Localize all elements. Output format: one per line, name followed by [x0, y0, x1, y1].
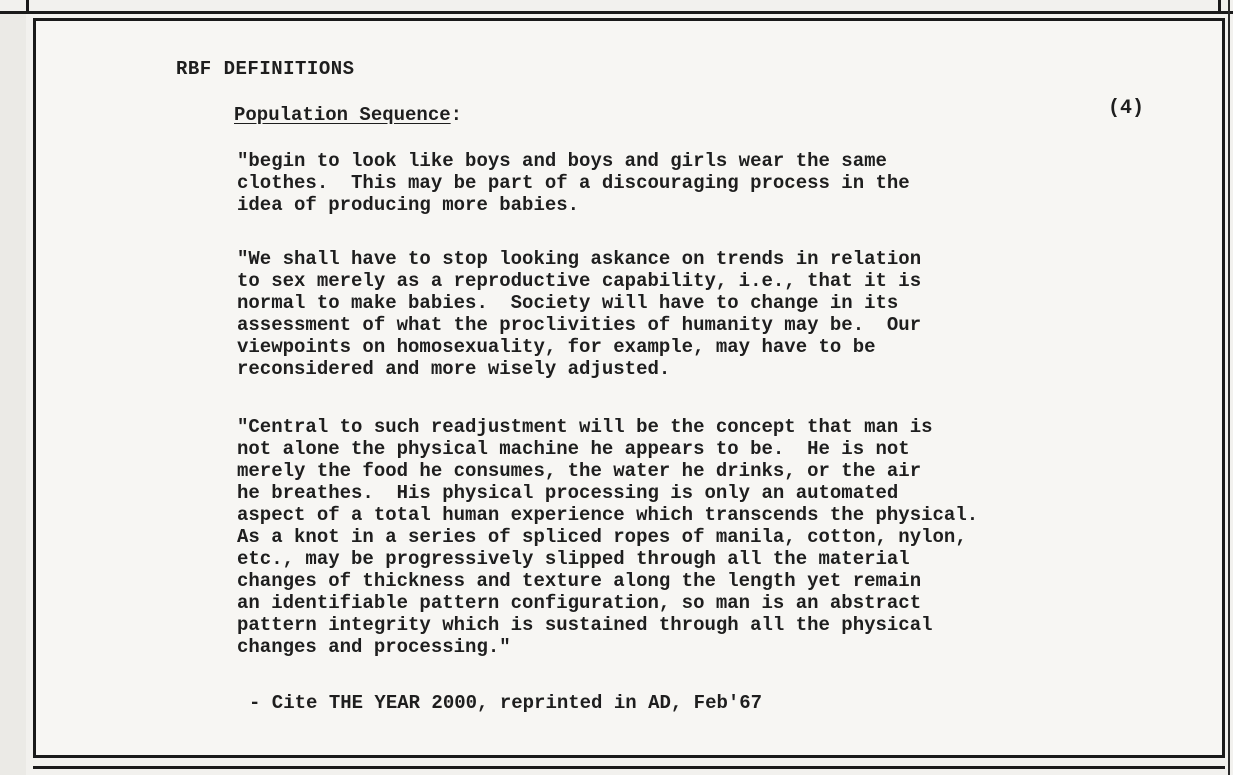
section-title-text: Population Sequence — [234, 104, 451, 126]
section-title — [234, 104, 462, 126]
section-title-colon: : — [450, 104, 463, 126]
paragraph-3: "Central to such readjustment will be the concept that man is not alone the physical machine he appears to be. He is not merely the food he consumes, the water he drinks, or the air he breathes. His physical processing is only an automated aspect of a total human experience which transcends the physical. As a knot in a series of spliced ropes of manila, cotton, nylon, etc., may be progressively slipped through all the material changes of thickness and texture along the length yet remain an identifiable pattern configuration, so man is an abstract pattern integrity which is sustained through all the physical changes and processing." — [237, 416, 979, 658]
citation: - Cite THE YEAR 2000, reprinted in AD, Feb'67 — [249, 692, 763, 714]
next-card-edge — [1228, 0, 1230, 775]
page-number: (4) — [1108, 97, 1145, 120]
following-card-edge — [33, 766, 1225, 769]
paragraph-1: "begin to look like boys and boys and girls wear the same clothes. This may be part of a discouraging process in the idea of producing more babies. — [237, 150, 910, 216]
paragraph-2: "We shall have to stop looking askance on trends in relation to sex merely as a reproductive capability, i.e., that it is normal to make babies. Society will have to change in its assessment of what the proclivities of humanity may be. Our viewpoints on homosexuality, for example, may have to be reconsidered and more wisely adjusted. — [237, 248, 922, 380]
previous-card-right-edge — [1218, 0, 1221, 14]
scan-margin — [0, 14, 26, 775]
document-header: RBF DEFINITIONS — [176, 58, 355, 80]
previous-card-left-edge — [26, 0, 29, 14]
previous-card-edge — [0, 0, 1233, 14]
